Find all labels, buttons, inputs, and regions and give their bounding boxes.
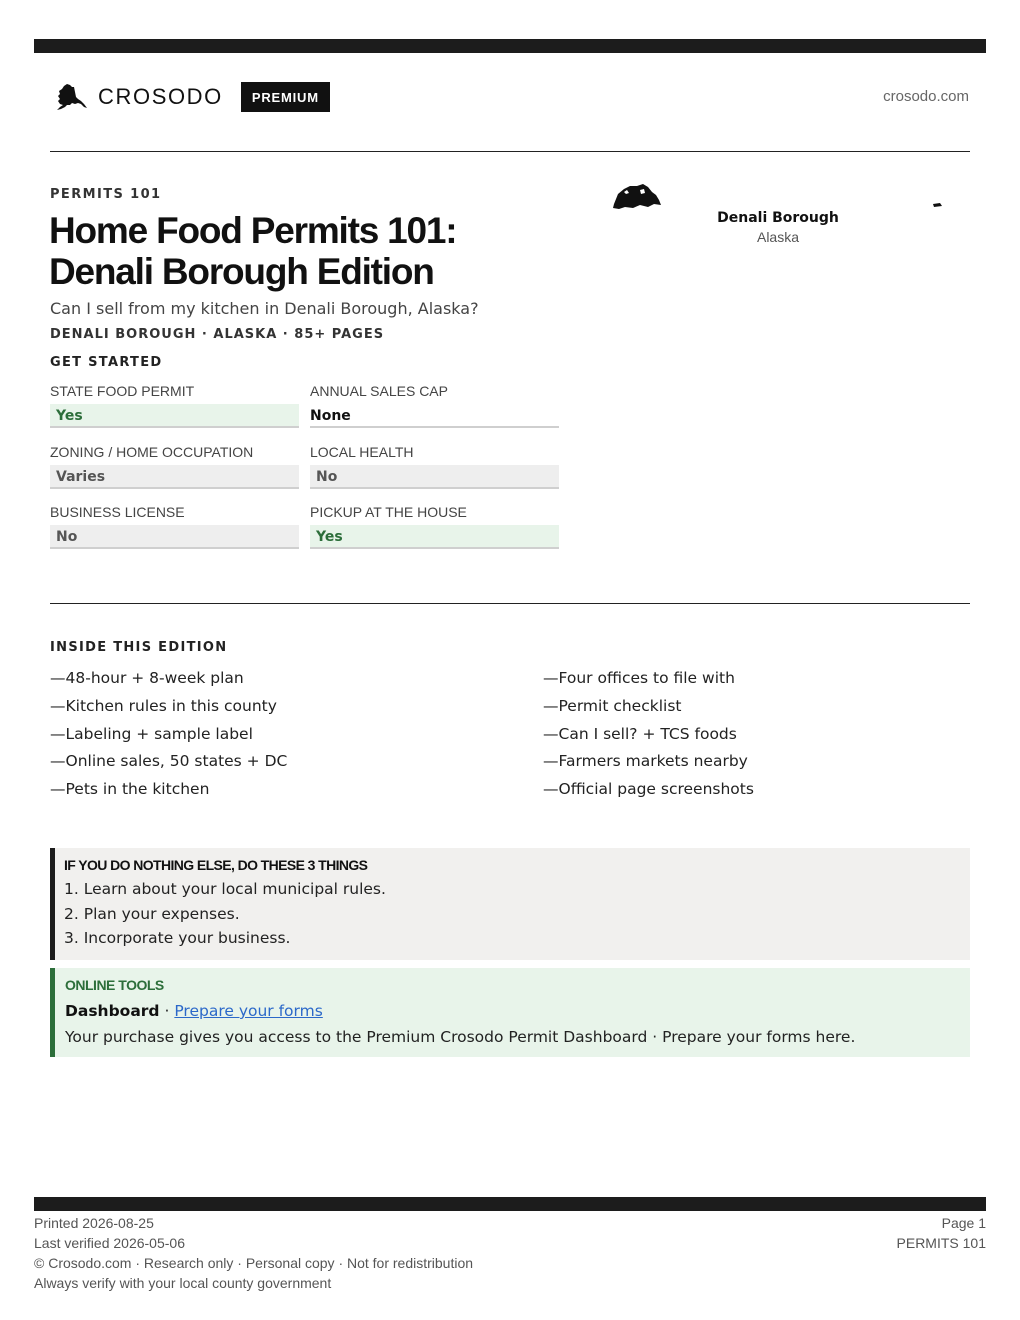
section-divider (50, 603, 970, 604)
field-state-food-permit (50, 383, 299, 428)
toc-item: —Permit checklist (543, 696, 682, 715)
field-label: BUSINESS LICENSE (50, 504, 185, 520)
header-divider (50, 151, 970, 152)
separator: · (164, 1002, 170, 1020)
toc-item: —Kitchen rules in this county (50, 696, 277, 715)
brand[interactable] (54, 82, 330, 112)
page-number: Page 1 (941, 1215, 986, 1231)
alaska-map-icon (54, 83, 88, 111)
field-label: STATE FOOD PERMIT (50, 383, 195, 399)
site-url[interactable]: crosodo.com (883, 88, 969, 105)
dashboard-line (65, 1001, 970, 1021)
top-rule-bar (34, 39, 986, 53)
map-place-name: Denali Borough (717, 210, 839, 226)
tools-description: Your purchase gives you access to the Premium Crosodo Permit Dashboard · Prepare your forms here. (65, 1028, 856, 1046)
field-value: Yes (50, 404, 299, 428)
inside-edition-heading: INSIDE THIS EDITION (50, 640, 228, 655)
toc-item: —Official page screenshots (543, 780, 754, 799)
field-annual-sales-cap (310, 383, 559, 428)
toc-left-column (50, 667, 287, 806)
map-caption (716, 210, 840, 245)
toc-item: —Online sales, 50 states + DC (50, 752, 288, 771)
page-title: Home Food Permits 101: Denali Borough Edition (49, 210, 457, 292)
toc-item: —48-hour + 8-week plan (50, 669, 244, 687)
priority-item: 2. Plan your expenses. (64, 904, 240, 923)
edition-meta: DENALI BOROUGH · ALASKA · 85+ PAGES (50, 327, 385, 342)
priorities-heading: IF YOU DO NOTHING ELSE, DO THESE 3 THINGS (64, 857, 368, 873)
priority-item: 1. Learn about your local municipal rules. (64, 880, 386, 898)
field-value: No (310, 465, 559, 489)
printed-date: Printed 2026-08-25 (34, 1215, 154, 1231)
dashboard-label: Dashboard (65, 1002, 160, 1020)
footer-left (34, 1213, 473, 1293)
footer-section: PERMITS 101 (896, 1235, 986, 1251)
bottom-rule-bar (34, 1197, 986, 1211)
toc-item: —Pets in the kitchen (50, 780, 210, 799)
map-region-name: Alaska (756, 229, 800, 245)
toc-right-column (543, 667, 754, 806)
field-label: LOCAL HEALTH (310, 444, 414, 460)
premium-badge: PREMIUM (241, 82, 330, 112)
verified-date: Last verified 2026-05-06 (34, 1235, 185, 1251)
priority-item: 3. Incorporate your business. (64, 929, 291, 947)
online-tools-heading: ONLINE TOOLS (65, 977, 164, 993)
field-label: ANNUAL SALES CAP (310, 383, 448, 399)
footer-right (897, 1213, 986, 1253)
priorities-list (64, 879, 970, 953)
toc-item: —Farmers markets nearby (543, 752, 748, 771)
field-business-license (50, 504, 299, 549)
subtitle: Can I sell from my kitchen in Denali Borough, Alaska? (50, 299, 479, 318)
toc-item: —Four offices to file with (543, 669, 735, 687)
disclaimer: Always verify with your local county government (34, 1275, 332, 1291)
field-value: Yes (310, 525, 559, 549)
brand-name: CROSODO (98, 84, 223, 109)
kicker: PERMITS 101 (50, 187, 162, 202)
field-zoning (50, 444, 299, 489)
field-value: No (50, 525, 299, 549)
toc-item: —Can I sell? + TCS foods (543, 724, 737, 743)
priorities-callout (50, 848, 970, 960)
field-value: None (310, 404, 559, 428)
online-tools-callout (50, 968, 970, 1057)
field-pickup-at-house (310, 504, 559, 549)
toc-item: —Labeling + sample label (50, 724, 253, 743)
prepare-forms-link[interactable]: Prepare your forms (174, 1002, 323, 1020)
field-label: ZONING / HOME OCCUPATION (50, 444, 254, 460)
field-label: PICKUP AT THE HOUSE (310, 504, 467, 520)
get-started-heading: GET STARTED (50, 355, 163, 370)
copyright: © Crosodo.com · Research only · Personal copy · Not for redistribution (34, 1255, 474, 1271)
field-local-health (310, 444, 559, 489)
field-value: Varies (50, 465, 299, 489)
